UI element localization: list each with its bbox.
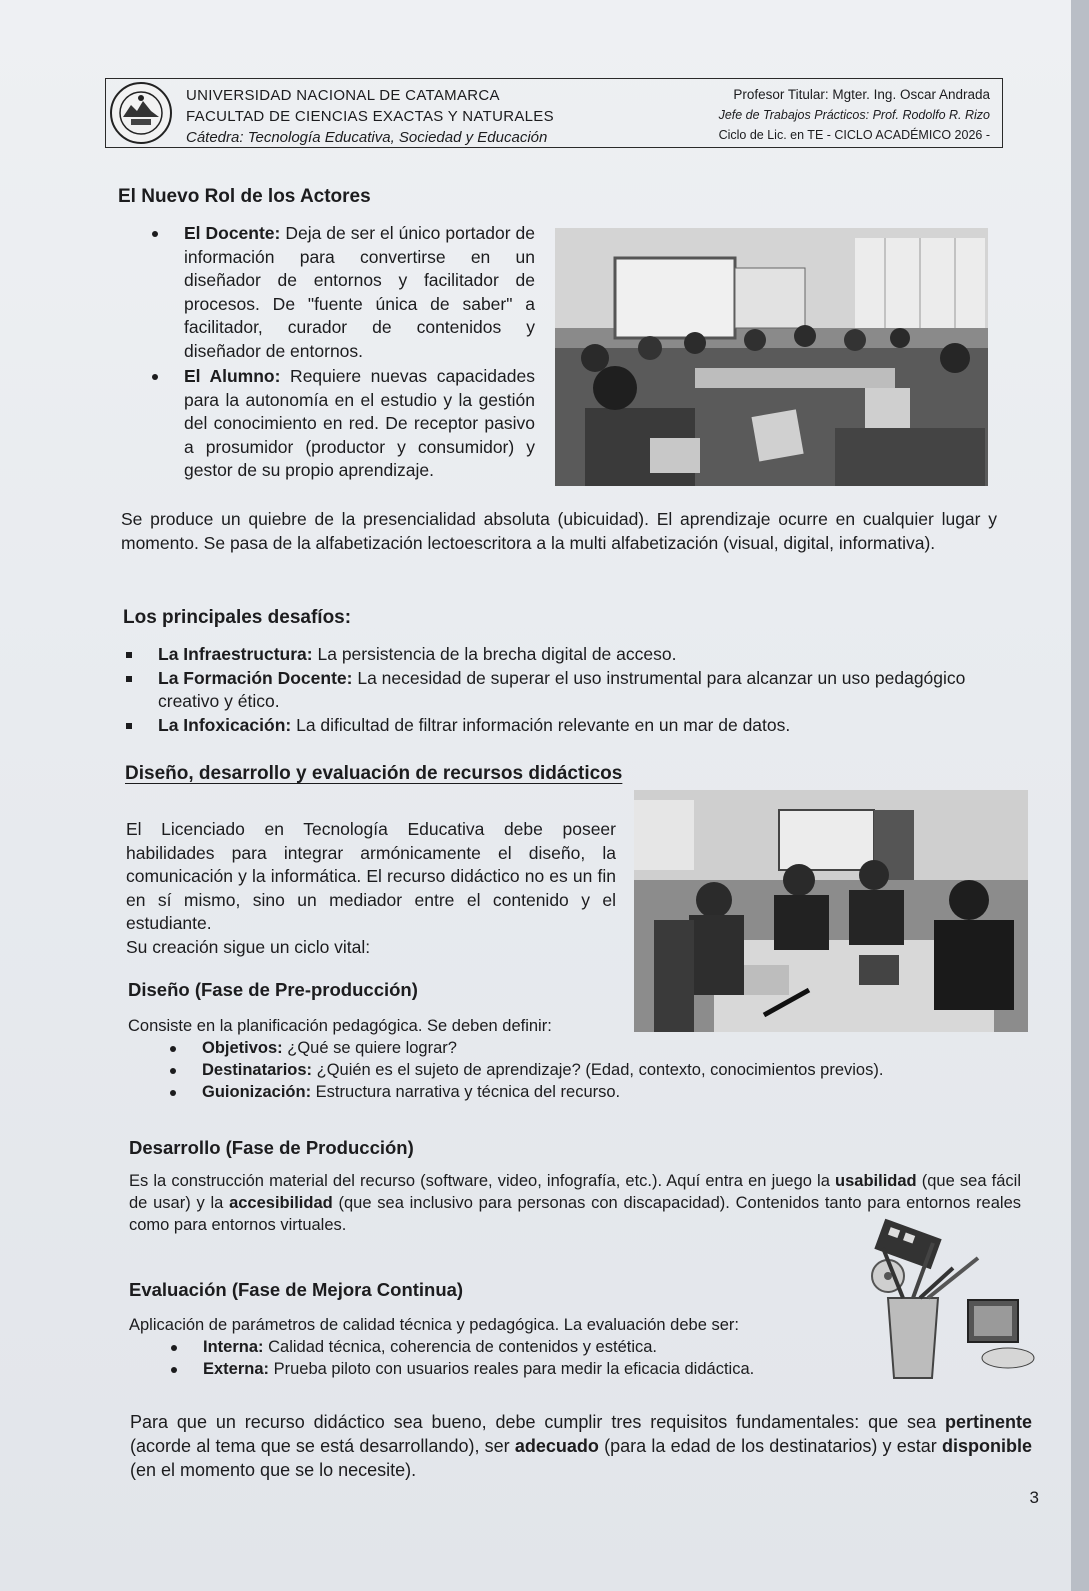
evaluacion-title: Evaluación (Fase de Mejora Continua) xyxy=(129,1279,464,1300)
classroom-photo xyxy=(555,228,988,486)
text-part: (en el momento que se lo necesite). xyxy=(130,1460,417,1480)
ciclo-academico: Ciclo de Lic. en TE - CICLO ACADÉMICO 2026 - xyxy=(718,128,990,142)
desarrollo-title: Desarrollo (Fase de Producción) xyxy=(129,1137,414,1158)
ubicuidad-paragraph: Se produce un quiebre de la presencialidad absoluta (ubicuidad). El aprendizaje ocurre en cualquier lugar y momento. Se pasa de la alfabetización lectoescritora a la multi alfabetización (visual, digital, informativa). xyxy=(121,509,997,553)
pertinente-term: pertinente xyxy=(944,1412,1032,1432)
list-item xyxy=(124,643,1004,667)
final-paragraph xyxy=(130,1410,1032,1482)
item-label: La Infraestructura: xyxy=(158,644,313,664)
profesor-titular: Profesor Titular: Mgter. Ing. Oscar Andrada xyxy=(733,87,990,102)
list-item xyxy=(169,1358,849,1380)
evaluacion-block xyxy=(129,1314,849,1380)
item-text: Calidad técnica, coherencia de contenidos y estética. xyxy=(263,1338,658,1356)
item-label: Guionización: xyxy=(202,1083,312,1101)
intro-text: El Licenciado en Tecnología Educativa debe poseer habilidades para integrar armónicamente el diseño, la comunicación y la informática. El recurso didáctico no es un fin en sí mismo, sino un mediador entre el contenido y el estudiante. xyxy=(126,819,616,933)
item-text: La persistencia de la brecha digital de acceso. xyxy=(312,644,677,664)
meeting-photo xyxy=(634,790,1028,1032)
docente-label: El Docente: xyxy=(184,223,281,243)
text-part: (para la edad de los destinatarios) y estar xyxy=(598,1436,942,1456)
item-label: Objetivos: xyxy=(202,1039,283,1057)
list-item xyxy=(150,365,535,483)
diseno-intro: Consiste en la planificación pedagógica. Se deben definir: xyxy=(128,1017,552,1035)
intro-text-2: Su creación sigue un ciclo vital: xyxy=(126,936,371,957)
item-text: La necesidad de superar el uso instrumental para alcanzar un uso pedagógico creativo y ético. xyxy=(158,667,966,711)
item-label: La Formación Docente: xyxy=(158,667,353,688)
alumno-text: Requiere nuevas capacidades para la autonomía en el estudio y la gestión del conocimiento en red. De receptor pasivo a prosumidor (productor y consumidor) y gestor de su propio aprendizaje. xyxy=(184,366,535,480)
accesibilidad-term: accesibilidad xyxy=(229,1194,333,1212)
alumno-label: El Alumno: xyxy=(184,366,281,386)
university-seal-icon xyxy=(109,81,173,145)
item-text: La dificultad de filtrar información relevante en un mar de datos. xyxy=(291,714,791,735)
list-item xyxy=(168,1037,1008,1059)
item-label: Destinatarios: xyxy=(202,1061,313,1079)
item-text: ¿Qué se quiere lograr? xyxy=(282,1039,457,1057)
text-part: (que sea fácil de usar) y la xyxy=(129,1172,1021,1212)
item-text: ¿Quién es el sujeto de aprendizaje? (Edad, contexto, conocimientos previos). xyxy=(312,1061,884,1079)
text-part: Es la construcción material del recurso (software, video, infografía, etc.). Aquí entra en juego la xyxy=(129,1172,836,1190)
evaluacion-intro: Aplicación de parámetros de calidad técnica y pedagógica. La evaluación debe ser: xyxy=(129,1316,739,1334)
list-item xyxy=(124,714,1004,738)
classroom-image xyxy=(555,228,988,486)
text-part: Para que un recurso didáctico sea bueno, debe cumplir tres requisitos fundamentales: que sea xyxy=(130,1412,945,1432)
section-title-recursos: Diseño, desarrollo y evaluación de recursos didácticos xyxy=(125,763,623,784)
background-edge xyxy=(1071,0,1089,1591)
item-label: Interna: xyxy=(203,1338,264,1356)
meeting-image xyxy=(634,790,1028,1032)
desafios-list xyxy=(124,643,1004,737)
item-label: Externa: xyxy=(203,1360,270,1378)
recursos-intro xyxy=(126,818,616,959)
diseno-block xyxy=(128,1015,1008,1103)
item-text: Estructura narrativa y técnica del recurso. xyxy=(311,1083,621,1101)
docente-text: Deja de ser el único portador de información para convertirse en un diseñador de entornos y facilitador de procesos. De "fuente única de saber" a facilitador, curador de contenidos y diseñador de entornos. xyxy=(184,223,535,361)
section-title-desafios: Los principales desafíos: xyxy=(123,607,352,628)
jefe-trabajos: Jefe de Trabajos Prácticos: Prof. Rodolfo R. Rizo xyxy=(718,108,990,122)
section-title-roles: El Nuevo Rol de los Actores xyxy=(118,186,371,207)
catedra-name: Cátedra: Tecnología Educativa, Sociedad y Educación xyxy=(186,129,548,146)
item-text: Prueba piloto con usuarios reales para medir la eficacia didáctica. xyxy=(269,1360,755,1378)
disponible-term: disponible xyxy=(942,1436,1032,1456)
item-label: La Infoxicación: xyxy=(158,714,292,735)
header-left xyxy=(186,85,554,148)
diseno-title: Diseño (Fase de Pre-producción) xyxy=(128,979,418,1000)
media-tools-clipart-icon xyxy=(858,1218,1038,1388)
list-item xyxy=(168,1081,1008,1103)
header-right xyxy=(719,85,990,145)
list-item xyxy=(168,1059,1008,1081)
faculty-name: FACULTAD DE CIENCIAS EXACTAS Y NATURALES xyxy=(186,108,554,125)
list-item xyxy=(124,667,1004,714)
usabilidad-term: usabilidad xyxy=(835,1172,917,1190)
text-part: (acorde al tema que se está desarrollando), ser xyxy=(130,1436,515,1456)
roles-list xyxy=(150,222,535,483)
list-item xyxy=(150,222,535,363)
page-header xyxy=(105,78,1003,148)
text-part: (que sea inclusivo para personas con discapacidad). Contenidos tanto para entornos reales como para entornos virtuales. xyxy=(129,1194,1021,1234)
university-name: UNIVERSIDAD NACIONAL DE CATAMARCA xyxy=(186,87,500,104)
page-number: 3 xyxy=(1029,1488,1039,1507)
list-item xyxy=(169,1336,849,1358)
adecuado-term: adecuado xyxy=(514,1436,599,1456)
